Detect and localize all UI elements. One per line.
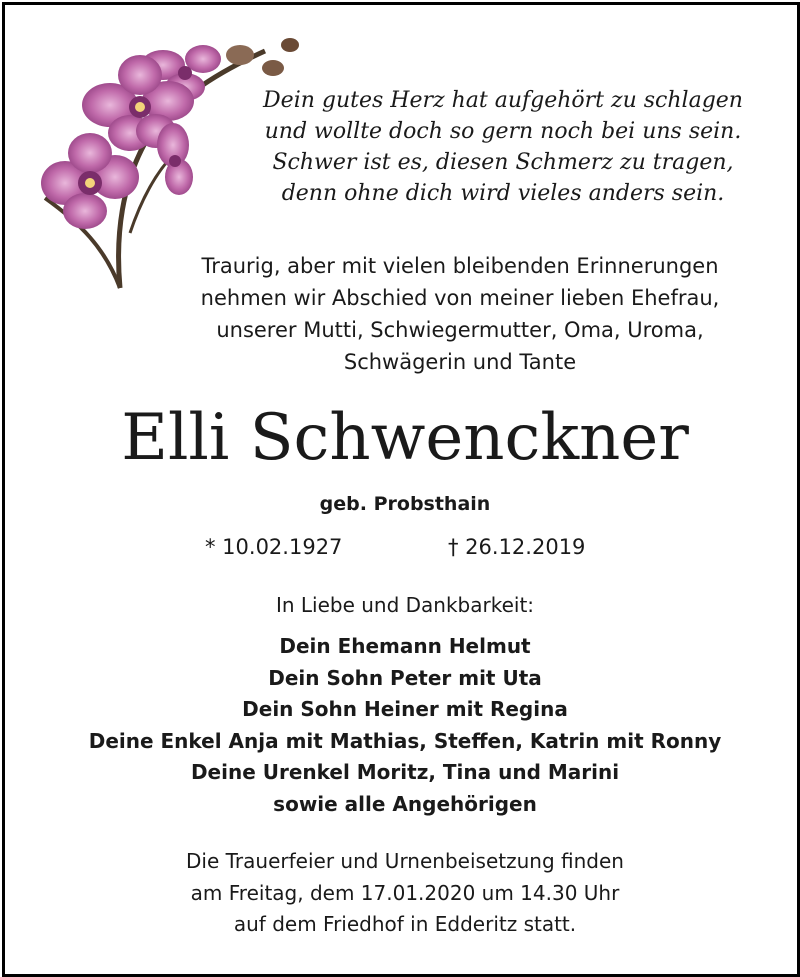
intro-line: Schwägerin und Tante: [343, 350, 577, 374]
obituary-frame: [2, 2, 800, 977]
mourners-list: [5, 631, 800, 820]
gratitude-line: In Liebe und Dankbarkeit:: [275, 593, 535, 617]
mourner-line: sowie alle Angehörigen: [273, 791, 537, 816]
funeral-notice: [5, 846, 800, 941]
intro-text: [145, 250, 775, 378]
intro-line: unserer Mutti, Schwiegermutter, Oma, Uroma,: [216, 318, 704, 342]
birth-name: geb. Probsthain: [319, 493, 491, 515]
mourner-line: Dein Ehemann Helmut: [279, 634, 531, 658]
birth-date: * 10.02.1927: [205, 535, 343, 559]
mourner-line: Deine Enkel Anja mit Mathias, Steffen, Katrin mit Ronny: [88, 728, 722, 753]
funeral-line: Die Trauerfeier und Urnenbeisetzung finden: [186, 849, 624, 873]
death-date: † 26.12.2019: [448, 535, 586, 559]
poem-line: Dein gutes Herz hat aufgehört zu schlagen: [263, 88, 743, 113]
mourner-line: Deine Urenkel Moritz, Tina und Marini: [190, 760, 620, 784]
deceased-name: Elli Schwenckner: [121, 401, 689, 475]
funeral-line: am Freitag, dem 17.01.2020 um 14.30 Uhr: [190, 880, 620, 905]
life-dates: [5, 535, 800, 567]
funeral-line: auf dem Friedhof in Edderitz statt.: [233, 912, 577, 936]
mourner-line: Dein Sohn Peter mit Uta: [268, 665, 542, 690]
poem-line: Schwer ist es, diesen Schmerz zu tragen,: [272, 150, 734, 175]
intro-line: nehmen wir Abschied von meiner lieben Ehefrau,: [200, 286, 720, 310]
mourner-line: Dein Sohn Heiner mit Regina: [242, 697, 568, 721]
intro-line: Traurig, aber mit vielen bleibenden Erinnerungen: [201, 254, 719, 278]
poem-line: und wollte doch so gern noch bei uns sein.: [264, 119, 742, 144]
poem: [223, 85, 783, 209]
poem-line: denn ohne dich wird vieles anders sein.: [281, 181, 725, 206]
